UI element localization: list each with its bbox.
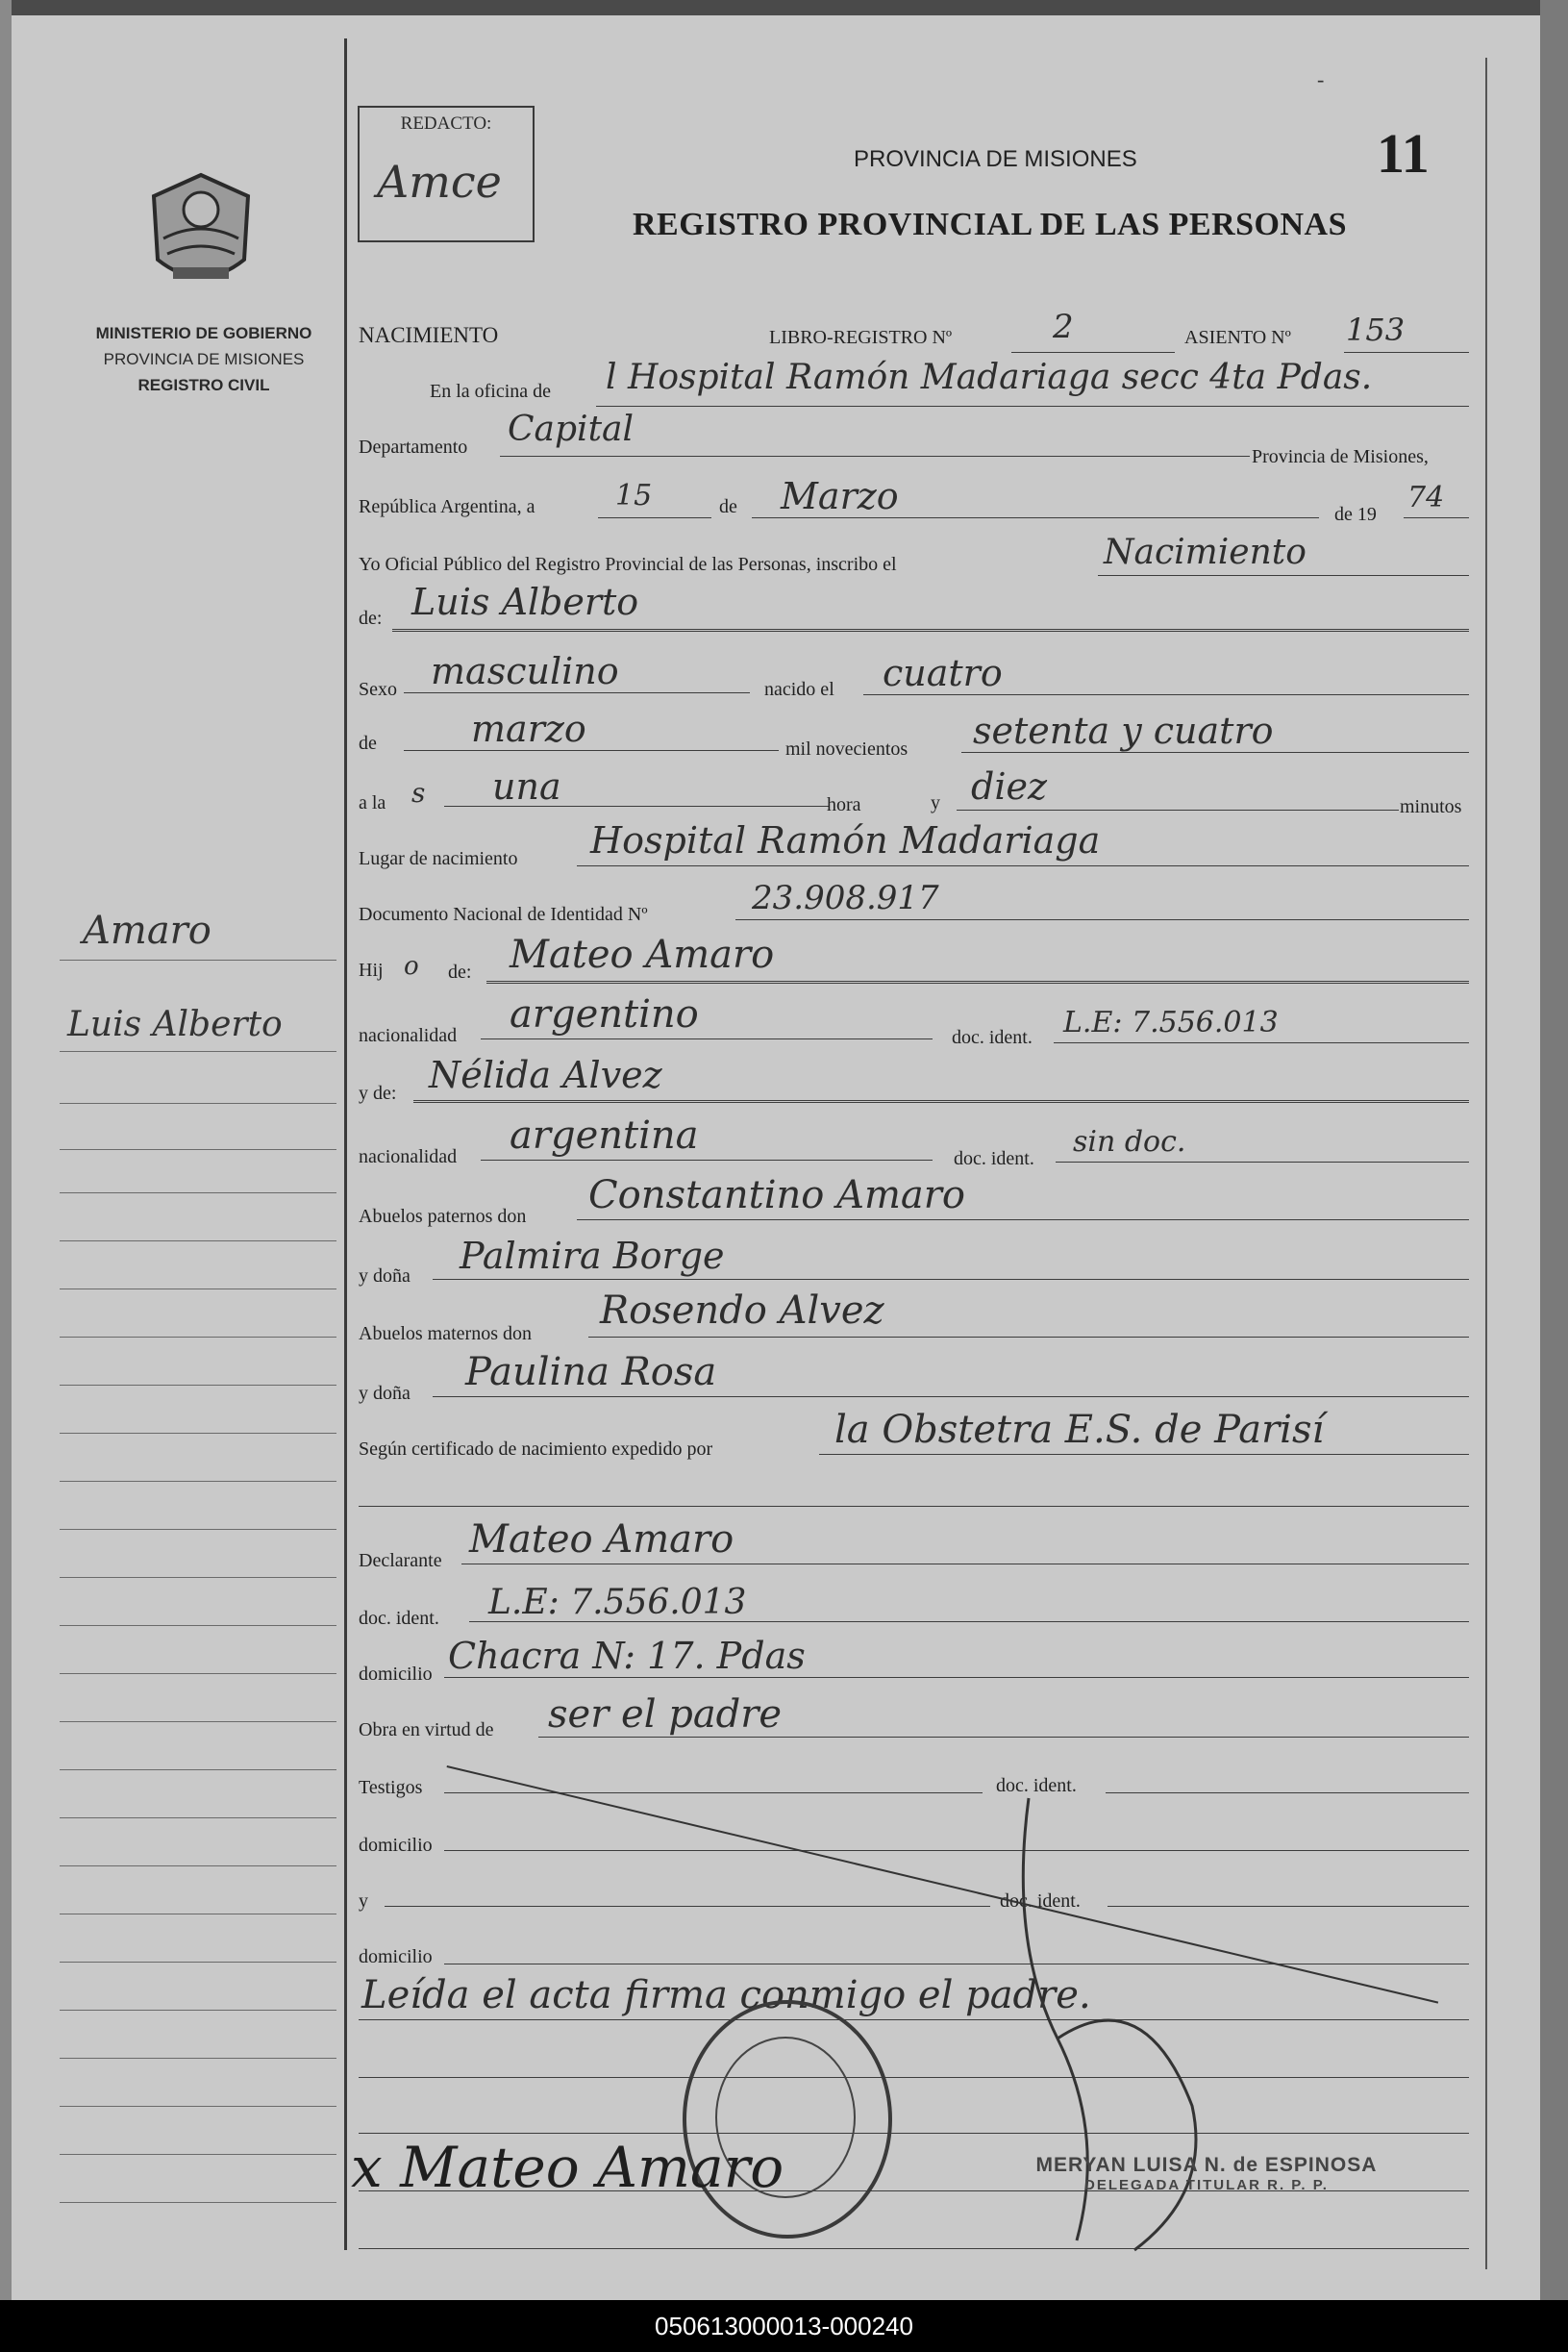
de-nombre-label: de: <box>359 608 383 629</box>
domicilio1-value: Chacra N: 17. Pdas <box>448 1635 806 1677</box>
footer-bar <box>0 2300 1568 2352</box>
declarante-label: Declarante <box>359 1550 442 1571</box>
right-shadow <box>1540 0 1568 2300</box>
coat-of-arms-icon <box>144 171 258 298</box>
de2-label: de <box>359 733 377 754</box>
oficina-value: l Hospital Ramón Madariaga secc 4ta Pdas. <box>606 358 1373 397</box>
hijo-suffix: o <box>404 952 419 981</box>
ab-pat-label: Abuelos paternos don <box>359 1206 527 1227</box>
margin-line <box>60 1865 336 1866</box>
ab-mat-value: Rosendo Alvez <box>600 1289 884 1333</box>
domicilio1-line <box>444 1677 1469 1678</box>
nota-value: Leída el acta firma conmigo el padre. <box>361 1973 1091 2017</box>
minutos-line <box>957 810 1399 811</box>
dia-line <box>598 517 711 518</box>
margin-line <box>60 2058 336 2059</box>
ab-mat-label: Abuelos maternos don <box>359 1323 532 1344</box>
sexo-line <box>404 692 750 693</box>
madre-line <box>413 1100 1469 1105</box>
page-number: 11 <box>1377 122 1430 185</box>
margin-line <box>60 1481 336 1482</box>
declarante-value: Mateo Amaro <box>469 1517 734 1562</box>
registry-title: REGISTRO PROVINCIAL DE LAS PERSONAS <box>633 207 1347 242</box>
mil-label: mil novecientos <box>785 738 908 760</box>
official-stamp <box>1014 2154 1399 2193</box>
right-border <box>1485 58 1487 2269</box>
segun-line <box>819 1454 1469 1455</box>
libro-label: LIBRO-REGISTRO Nº <box>769 327 953 348</box>
nacido-line <box>863 694 1469 695</box>
libro-line <box>1011 352 1175 353</box>
margin-line <box>60 1385 336 1386</box>
minutos-value: diez <box>971 765 1047 808</box>
hijo-de-label: de: <box>448 962 472 983</box>
margin-line <box>60 1577 336 1578</box>
nac2-line <box>481 1160 933 1161</box>
ab-pat-value: Constantino Amaro <box>588 1173 965 1217</box>
redacto-box <box>358 106 535 242</box>
margin-line <box>60 1051 336 1052</box>
inscribo-line <box>1098 575 1469 576</box>
departamento-value: Capital <box>508 410 635 449</box>
margin-line <box>60 1337 336 1338</box>
margin-line <box>60 1433 336 1434</box>
ydona1-label: y doña <box>359 1265 411 1287</box>
libro-value: 2 <box>1053 308 1074 346</box>
madre-value: Nélida Alvez <box>429 1054 662 1096</box>
departamento-line <box>500 456 1250 457</box>
obra-line <box>538 1737 1469 1738</box>
oficina-label: En la oficina de <box>430 381 552 402</box>
margin-line <box>60 2106 336 2107</box>
minutos-label: minutos <box>1400 796 1462 817</box>
redacto-value: Amce <box>377 156 502 208</box>
anio-line <box>1404 517 1469 518</box>
domicilio2-line <box>444 1850 1469 1851</box>
act-type-label: NACIMIENTO <box>359 323 499 347</box>
margin-line <box>60 1673 336 1674</box>
ministry-header <box>60 320 348 398</box>
padre-value: Mateo Amaro <box>510 933 775 977</box>
asiento-value: 153 <box>1346 312 1406 348</box>
doc5-label: doc. ident. <box>1000 1890 1081 1912</box>
margin-line <box>60 2154 336 2155</box>
margin-line <box>60 1817 336 1818</box>
ministry-line3: REGISTRO CIVIL <box>137 376 270 394</box>
departamento-label: Departamento <box>359 437 468 458</box>
padre-line <box>486 981 1469 986</box>
footer-code: 050613000013-000240 <box>655 2312 913 2340</box>
left-shadow <box>0 0 12 2300</box>
ab-pat-line <box>577 1219 1469 1220</box>
mil-line <box>961 752 1469 753</box>
mil-value: setenta y cuatro <box>973 710 1274 752</box>
doc3-value: L.E: 7.556.013 <box>488 1583 747 1622</box>
obra-value: ser el padre <box>548 1692 783 1737</box>
obra-label: Obra en virtud de <box>359 1719 494 1740</box>
margin-surname: Amaro <box>83 909 212 953</box>
de-label: de <box>719 496 737 517</box>
domicilio1-label: domicilio <box>359 1664 433 1685</box>
margin-line <box>60 1149 336 1150</box>
segun-line2 <box>359 1506 1469 1507</box>
ministry-line1: MINISTERIO DE GOBIERNO <box>95 324 312 342</box>
segun-value: la Obstetra E.S. de Parisí <box>834 1408 1325 1452</box>
lugar-label: Lugar de nacimiento <box>359 848 518 869</box>
note-line3 <box>359 2133 1469 2134</box>
declarante-signature: x Mateo Amaro <box>351 2135 784 2200</box>
ab-mat-line <box>588 1337 1469 1338</box>
doc1-label: doc. ident. <box>952 1027 1033 1048</box>
nacido-value: cuatro <box>883 652 1003 694</box>
testigos-label: Testigos <box>359 1777 423 1798</box>
sexo-value: masculino <box>431 650 619 692</box>
mes-value: Marzo <box>781 475 899 517</box>
margin-line <box>60 2202 336 2203</box>
nac2-value: argentina <box>510 1113 699 1158</box>
mes2-line <box>404 750 779 751</box>
domicilio2-label: domicilio <box>359 1835 433 1856</box>
margin-line <box>60 1769 336 1770</box>
nombre-value: Luis Alberto <box>411 581 639 623</box>
nac1-label: nacionalidad <box>359 1025 458 1046</box>
margin-line <box>60 1240 336 1241</box>
province-heading: PROVINCIA DE MISIONES <box>854 146 1137 172</box>
y-de-label: y de: <box>359 1083 397 1104</box>
margin-line <box>60 1529 336 1530</box>
doc4-label: doc. ident. <box>996 1775 1077 1796</box>
dni-value: 23.908.917 <box>752 879 939 917</box>
dia-value: 15 <box>615 479 653 513</box>
lugar-value: Hospital Ramón Madariaga <box>590 819 1101 862</box>
margin-line <box>60 960 336 961</box>
margin-given-names: Luis Alberto <box>67 1005 283 1044</box>
margin-line <box>60 1625 336 1626</box>
ab-pat-dona-value: Palmira Borge <box>460 1235 725 1277</box>
ala-label: a la <box>359 792 386 813</box>
redacto-label: REDACTO: <box>400 113 492 134</box>
top-shadow <box>0 0 1568 15</box>
dni-line <box>735 919 1469 920</box>
ab-mat-dona-line <box>433 1396 1469 1397</box>
doc2-value: sin doc. <box>1073 1125 1186 1159</box>
doc2-label: doc. ident. <box>954 1148 1034 1169</box>
margin-line <box>60 2010 336 2011</box>
official-signature-icon <box>1000 1789 1231 2269</box>
margin-line <box>60 1962 336 1963</box>
sexo-label: Sexo <box>359 679 397 700</box>
nac2-label: nacionalidad <box>359 1146 458 1167</box>
dni-label: Documento Nacional de Identidad Nº <box>359 904 648 925</box>
doc1-value: L.E: 7.556.013 <box>1063 1006 1279 1039</box>
lugar-line <box>577 865 1469 866</box>
nombre-line <box>392 629 1469 634</box>
provincia-label: Provincia de Misiones, <box>1252 446 1429 467</box>
hijo-label: Hij <box>359 960 384 981</box>
note-line5 <box>359 2248 1469 2249</box>
ministry-line2: PROVINCIA DE MISIONES <box>103 350 305 368</box>
doc3-label: doc. ident. <box>359 1608 439 1629</box>
testigos-line <box>444 1792 983 1793</box>
nacido-label: nacido el <box>764 679 834 700</box>
y2-label: y <box>359 1890 368 1912</box>
nac1-line <box>481 1038 933 1039</box>
hora-label: hora <box>827 794 861 815</box>
republica-label: República Argentina, a <box>359 496 535 517</box>
inscribo-value: Nacimiento <box>1104 533 1307 572</box>
domicilio3-label: domicilio <box>359 1946 433 1967</box>
margin-line <box>60 1103 336 1104</box>
ab-mat-dona-value: Paulina Rosa <box>465 1350 717 1394</box>
oficial-label: Yo Oficial Público del Registro Provincial de las Personas, inscribo el <box>359 554 897 575</box>
doc1-line <box>1054 1042 1469 1043</box>
mes2-value: marzo <box>471 708 586 750</box>
hora-value: una <box>492 765 561 808</box>
margin-line <box>60 1192 336 1193</box>
testigo2-line <box>385 1906 990 1907</box>
asiento-line <box>1344 352 1469 353</box>
official-title: DELEGADA TITULAR R. P. P. <box>1084 2177 1329 2193</box>
ab-pat-dona-line <box>433 1279 1469 1280</box>
de19-label: de 19 <box>1334 504 1377 525</box>
oficina-line <box>596 406 1469 407</box>
official-seal <box>683 2000 892 2239</box>
ala-prefix: s <box>411 777 426 809</box>
asiento-label: ASIENTO Nº <box>1184 327 1291 348</box>
cross-out-line <box>447 1765 1439 2004</box>
note-line <box>359 2019 1469 2020</box>
ydona2-label: y doña <box>359 1383 411 1404</box>
y-label: y <box>931 792 940 813</box>
note-line2 <box>359 2077 1469 2078</box>
segun-label: Según certificado de nacimiento expedido por <box>359 1439 713 1460</box>
nac1-value: argentino <box>510 992 699 1037</box>
margin-line <box>60 1721 336 1722</box>
corner-mark: - <box>1317 67 1325 91</box>
official-name: MERYAN LUISA N. de ESPINOSA <box>1035 2154 1378 2176</box>
doc2-line <box>1056 1162 1469 1163</box>
mes-line <box>752 517 1319 518</box>
anio-value: 74 <box>1407 481 1445 514</box>
